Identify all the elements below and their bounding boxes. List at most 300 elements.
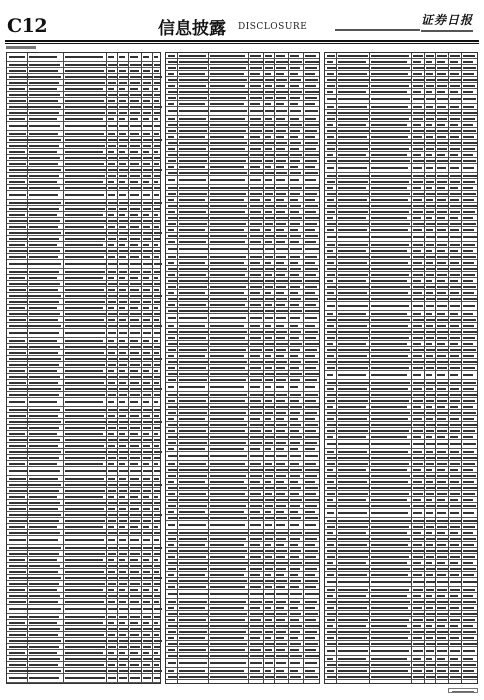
table-cell (437, 487, 449, 489)
table-cell (9, 332, 27, 334)
header-rule (5, 40, 479, 42)
table-cell (338, 493, 368, 495)
table-cell (265, 317, 273, 319)
table-cell (265, 524, 272, 526)
table-cell (276, 475, 286, 477)
table-cell (168, 256, 176, 258)
table-cell (168, 298, 177, 300)
table-cell (265, 499, 275, 501)
table-cell (305, 550, 318, 552)
table-cell (29, 427, 59, 429)
table-cell (327, 124, 333, 126)
table-cell (338, 499, 366, 501)
table-cell (65, 547, 107, 549)
table-cell (119, 325, 129, 327)
table-cell (265, 97, 273, 99)
table-cell (276, 601, 286, 603)
table-cell (463, 418, 474, 420)
table-cell (119, 394, 127, 396)
table-cell (463, 574, 474, 576)
table-cell (276, 631, 286, 633)
table-cell (154, 307, 158, 309)
table-cell (65, 106, 107, 108)
table-cell (450, 568, 461, 570)
table-cell (463, 61, 473, 63)
table-cell (450, 499, 458, 501)
table-cell (426, 211, 434, 213)
table-cell (338, 193, 369, 195)
table-cell (413, 331, 425, 333)
table-cell (65, 112, 105, 114)
table-column-3 (324, 52, 478, 684)
table-cell (179, 625, 209, 627)
table-cell (426, 118, 434, 120)
table-cell (250, 649, 261, 651)
table-cell (305, 662, 317, 664)
table-cell (305, 475, 317, 477)
table-cell (250, 511, 260, 513)
table-cell (168, 637, 174, 639)
table-cell (108, 382, 115, 384)
table-cell (179, 524, 206, 526)
table-cell (154, 595, 161, 597)
table-cell (463, 664, 476, 666)
table-cell (130, 125, 141, 127)
table-cell (413, 91, 421, 93)
table-cell (210, 676, 247, 678)
table-cell (413, 292, 422, 294)
table-cell (250, 229, 260, 231)
table-cell (450, 205, 462, 207)
table-cell (130, 295, 142, 297)
table-cell (450, 305, 460, 307)
table-cell (210, 172, 247, 174)
table-cell (119, 214, 125, 216)
table-cell (265, 298, 274, 300)
table-cell (9, 301, 27, 303)
table-cell (119, 244, 125, 246)
table-cell (338, 574, 367, 576)
table-cell (108, 484, 118, 486)
table-cell (143, 76, 153, 78)
table-cell (29, 677, 59, 679)
table-cell (9, 112, 27, 114)
table-cell (29, 478, 58, 480)
table-cell (168, 235, 177, 237)
table-cell (426, 443, 435, 445)
table-cell (327, 325, 334, 327)
table-cell (327, 343, 333, 345)
table-cell (276, 343, 288, 345)
table-cell (327, 250, 333, 252)
table-cell (327, 581, 337, 583)
table-cell (130, 244, 138, 246)
table-cell (338, 85, 368, 87)
table-cell (327, 526, 335, 528)
table-cell (210, 55, 245, 57)
table-cell (108, 553, 116, 555)
table-cell (265, 580, 274, 582)
table-cell (463, 319, 476, 321)
table-cell (143, 232, 153, 234)
table-cell (65, 64, 106, 66)
table-cell (426, 349, 435, 351)
table-cell (250, 211, 261, 213)
table-cell (327, 613, 337, 615)
table-cell (154, 364, 160, 366)
table-cell (119, 118, 125, 120)
table-cell (65, 88, 103, 90)
table-cell (250, 310, 264, 312)
table-cell (168, 262, 174, 264)
table-cell (371, 520, 411, 522)
table-cell (168, 337, 175, 339)
table-cell (108, 388, 118, 390)
table-cell (250, 235, 263, 237)
table-cell (108, 187, 117, 189)
table-cell (143, 82, 151, 84)
table-cell (305, 205, 318, 207)
table-cell (65, 508, 104, 510)
table-cell (426, 325, 433, 327)
table-cell (168, 310, 178, 312)
table-cell (426, 91, 432, 93)
table-cell (450, 319, 461, 321)
table-cell (154, 652, 158, 654)
table-cell (168, 373, 178, 375)
table-cell (426, 61, 432, 63)
table-column-1 (6, 52, 161, 684)
table-cell (29, 70, 58, 72)
table-cell (463, 487, 477, 489)
table-cell (143, 352, 150, 354)
table-cell (413, 499, 421, 501)
table-cell (179, 110, 208, 112)
table-cell (463, 650, 475, 652)
table-cell (65, 539, 104, 541)
table-cell (250, 274, 261, 276)
table-cell (450, 418, 459, 420)
table-cell (437, 73, 446, 75)
table-cell (65, 283, 106, 285)
table-cell (450, 187, 458, 189)
table-cell (130, 277, 138, 279)
table-cell (143, 433, 149, 435)
table-cell (154, 277, 158, 279)
table-cell (179, 317, 207, 319)
page-footer-mark (448, 688, 478, 693)
table-cell (29, 250, 60, 252)
table-cell (413, 664, 424, 666)
table-cell (371, 658, 407, 660)
table-cell (250, 367, 261, 369)
table-cell (65, 340, 103, 342)
table-cell (210, 637, 244, 639)
table-cell (29, 421, 61, 423)
table-cell (413, 229, 422, 231)
table-cell (463, 493, 475, 495)
table-cell (210, 97, 246, 99)
table-cell (290, 274, 299, 276)
table-cell (168, 586, 175, 588)
table-cell (450, 325, 459, 327)
table-cell (290, 544, 298, 546)
table-cell (305, 154, 319, 156)
table-cell (371, 436, 407, 438)
table-cell (154, 583, 160, 585)
table-cell (290, 229, 298, 231)
table-cell (371, 136, 408, 138)
table-cell (305, 103, 315, 105)
table-cell (65, 484, 107, 486)
table-cell (168, 103, 174, 105)
table-cell (327, 181, 335, 183)
table-cell (168, 475, 176, 477)
table-cell (250, 61, 264, 63)
table-cell (371, 205, 411, 207)
table-cell (154, 553, 160, 555)
table-cell (426, 643, 436, 645)
table-cell (413, 313, 421, 315)
table-cell (130, 106, 142, 108)
table-cell (463, 167, 474, 169)
table-cell (413, 160, 424, 162)
table-cell (463, 187, 473, 189)
table-cell (338, 118, 368, 120)
table-cell (290, 676, 301, 678)
table-cell (290, 655, 302, 657)
table-cell (327, 286, 336, 288)
table-cell (305, 199, 315, 201)
table-cell (437, 256, 448, 258)
table-cell (437, 211, 447, 213)
table-cell (250, 613, 263, 615)
table-cell (130, 532, 141, 534)
table-cell (65, 577, 107, 579)
table-cell (437, 305, 447, 307)
table-cell (426, 631, 435, 633)
table-cell (168, 241, 175, 243)
table-cell (338, 607, 367, 609)
table-cell (143, 244, 149, 246)
table-cell (290, 193, 300, 195)
table-cell (463, 223, 476, 225)
table-cell (168, 193, 176, 195)
table-cell (305, 448, 315, 450)
table-cell (426, 305, 434, 307)
table-cell (250, 586, 261, 588)
table-cell (154, 313, 161, 315)
table-cell (327, 298, 337, 300)
table-cell (179, 79, 208, 81)
table-cell (305, 499, 319, 501)
table-cell (338, 67, 369, 69)
table-cell (179, 613, 208, 615)
table-cell (210, 550, 247, 552)
table-cell (305, 241, 316, 243)
table-cell (305, 229, 315, 231)
table-cell (290, 85, 299, 87)
table-cell (168, 223, 176, 225)
table-cell (305, 187, 319, 189)
table-cell (9, 256, 26, 258)
table-cell (276, 637, 284, 639)
table-cell (29, 589, 57, 591)
table-cell (119, 496, 125, 498)
table-cell (327, 430, 335, 432)
table-cell (437, 443, 448, 445)
table-cell (168, 499, 178, 501)
table-cell (437, 199, 446, 201)
table-cell (29, 112, 59, 114)
table-cell (276, 593, 288, 595)
table-cell (450, 631, 461, 633)
table-cell (108, 283, 117, 285)
table-cell (327, 211, 335, 213)
table-cell (327, 337, 335, 339)
table-cell (210, 160, 246, 162)
table-cell (265, 367, 272, 369)
table-cell (338, 130, 369, 132)
table-cell (29, 658, 60, 660)
table-cell (305, 286, 317, 288)
table-cell (265, 55, 272, 57)
table-cell (210, 256, 246, 258)
table-cell (143, 56, 149, 58)
table-cell (210, 67, 246, 69)
table-cell (463, 205, 477, 207)
table-cell (29, 358, 61, 360)
table-cell (65, 244, 103, 246)
table-cell (305, 217, 319, 219)
table-cell (290, 130, 300, 132)
table-cell (143, 646, 151, 648)
table-cell (168, 268, 177, 270)
table-cell (463, 305, 475, 307)
table-cell (450, 374, 458, 376)
table-cell (276, 67, 286, 69)
table-cell (327, 550, 337, 552)
table-cell (108, 313, 117, 315)
table-cell (463, 85, 475, 87)
table-cell (29, 445, 58, 447)
table-cell (371, 670, 408, 672)
table-cell (371, 406, 407, 408)
table-cell (276, 649, 285, 651)
table-cell (29, 553, 59, 555)
table-cell (108, 622, 114, 624)
table-cell (179, 586, 206, 588)
table-cell (276, 373, 288, 375)
table-cell (250, 317, 262, 319)
table-row (166, 314, 319, 323)
table-cell (130, 157, 141, 159)
table-cell (179, 562, 209, 564)
table-cell (154, 439, 161, 441)
table-cell (265, 436, 275, 438)
table-cell (276, 586, 285, 588)
table-cell (437, 625, 445, 627)
table-cell (250, 406, 264, 408)
table-cell (29, 670, 61, 672)
table-cell (450, 160, 461, 162)
table-cell (290, 73, 298, 75)
table-cell (413, 631, 424, 633)
table-cell (168, 625, 178, 627)
table-cell (9, 415, 26, 417)
table-cell (250, 205, 263, 207)
table-cell (290, 613, 301, 615)
table-cell (327, 505, 336, 507)
table-cell (168, 532, 178, 534)
table-cell (250, 499, 264, 501)
table-cell (305, 532, 319, 534)
table-cell (265, 670, 271, 672)
table-cell (179, 556, 206, 558)
table-cell (426, 562, 432, 564)
table-cell (143, 622, 149, 624)
header-rule-thin (5, 43, 479, 44)
table-cell (143, 370, 149, 372)
table-cell (290, 487, 301, 489)
table-cell (463, 406, 473, 408)
table-cell (327, 367, 335, 369)
table-cell (338, 112, 370, 114)
table-cell (327, 236, 337, 238)
table-cell (130, 151, 138, 153)
table-cell (29, 82, 59, 84)
table-cell (305, 130, 317, 132)
table-cell (371, 229, 408, 231)
table-cell (210, 361, 247, 363)
table-cell (179, 142, 208, 144)
table-cell (9, 325, 29, 327)
table-cell (210, 448, 244, 450)
table-cell (65, 589, 103, 591)
table-cell (250, 386, 260, 388)
table-cell (29, 277, 57, 279)
table-cell (250, 103, 260, 105)
table-cell (154, 670, 162, 672)
table-cell (276, 55, 285, 57)
table-cell (276, 469, 288, 471)
table-cell (210, 73, 244, 75)
table-cell (265, 607, 271, 609)
table-cell (119, 352, 126, 354)
table-cell (265, 91, 275, 93)
table-cell (338, 181, 368, 183)
table-cell (413, 658, 421, 660)
table-cell (179, 463, 206, 465)
table-cell (210, 580, 247, 582)
table-cell (65, 358, 107, 360)
table-cell (338, 292, 367, 294)
table-cell (168, 91, 178, 93)
table-cell (168, 469, 178, 471)
table-cell (463, 148, 475, 150)
table-cell (154, 520, 160, 522)
table-cell (305, 79, 318, 81)
table-cell (327, 532, 333, 534)
table-cell (65, 118, 103, 120)
table-cell (65, 451, 107, 453)
table-cell (305, 424, 318, 426)
table-cell (179, 130, 207, 132)
table-cell (371, 130, 410, 132)
table-cell (371, 526, 409, 528)
table-cell (327, 256, 336, 258)
table-cell (426, 499, 432, 501)
